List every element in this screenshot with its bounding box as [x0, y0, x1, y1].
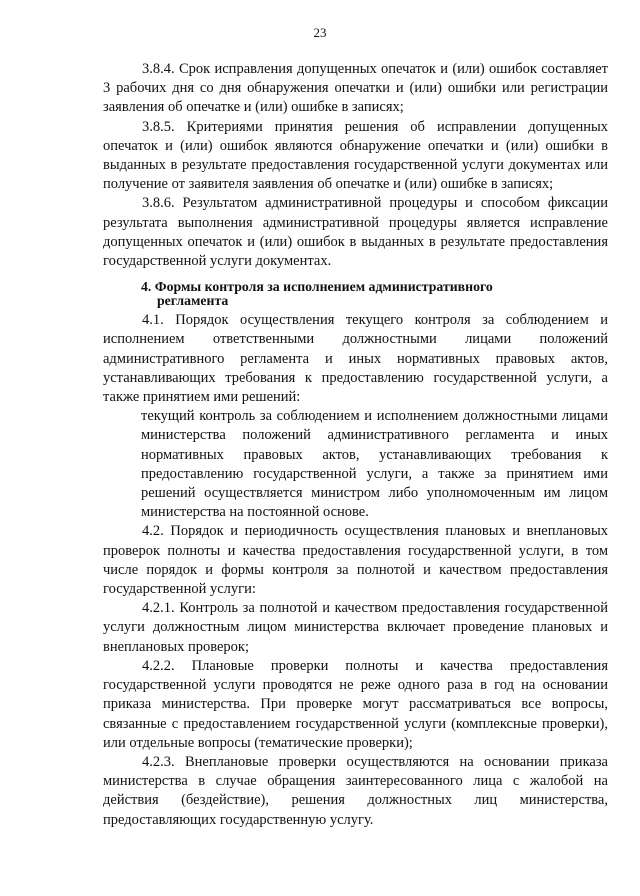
paragraph-4-2-1: 4.2.1. Контроль за полнотой и качеством предоставления государственной услуги должностным лицом министерства включает проведение плановых и внеплановых проверок;	[103, 600, 608, 655]
paragraph-4-2: 4.2. Порядок и периодичность осуществления плановых и внеплановых проверок полноты и качества предоставления государственной услуги, в том числе порядок и формы контроля за полнотой и качеством предоставления государственной услуги:	[103, 523, 608, 598]
document-body	[103, 60, 608, 830]
paragraph-4-1: 4.1. Порядок осуществления текущего контроля за соблюдением и исполнением ответственными должностными лицами положений административного регламента и иных нормативных правовых актов, устанавливающих требования к предоставлению государственной услуги, а также принятием ими решений:	[103, 312, 608, 406]
section-heading-line-2: регламента	[157, 292, 229, 308]
paragraph-3-8-6: 3.8.6. Результатом административной процедуры и способом фиксации результата выполнения административной процедуры является исправление допущенных опечаток и (или) ошибок в выданных в результате предоставления государственной услуги документах.	[103, 195, 608, 270]
paragraph-3-8-5: 3.8.5. Критериями принятия решения об исправлении допущенных опечаток и (или) ошибок являются обнаружение опечатки и (или) ошибки в выданных в результате предоставления государственной услуги документах или получение от заявителя заявления об опечатке и (или) ошибке в записях;	[103, 118, 608, 193]
paragraph-4-2-2: 4.2.2. Плановые проверки полноты и качества предоставления государственной услуги проводятся не реже одного раза в год на основании приказа министерства. При проверке могут рассматриваться все вопросы, связанные с предоставлением государственной услуги (комплексные проверки), или отдельные вопросы (тематические проверки);	[103, 657, 608, 751]
page-number: 23	[313, 25, 327, 40]
section-heading	[103, 280, 608, 307]
paragraph-4-2-3: 4.2.3. Внеплановые проверки осуществляются на основании приказа министерства в случае обращения заинтересованного лица с жалобой на действия (бездействие), решения должностных лиц министерства, предоставляющих государственную услугу.	[103, 753, 608, 828]
paragraph-3-8-4: 3.8.4. Срок исправления допущенных опечаток и (или) ошибок составляет 3 рабочих дня со дня обнаружения опечатки и (или) ошибки или регистрации заявления об опечатке и (или) ошибке в записях;	[103, 61, 608, 116]
paragraph-current-control: текущий контроль за соблюдением и исполнением должностными лицами министерства положений административного регламента и иных нормативных правовых актов, устанавливающих требования к предоставлению государственной услуги, а также за принятием ими решений осуществляется министром либо уполномоченным им лицом министерства на постоянной основе.	[141, 408, 608, 521]
section-heading-line-1: 4. Формы контроля за исполнением административного	[141, 279, 493, 295]
